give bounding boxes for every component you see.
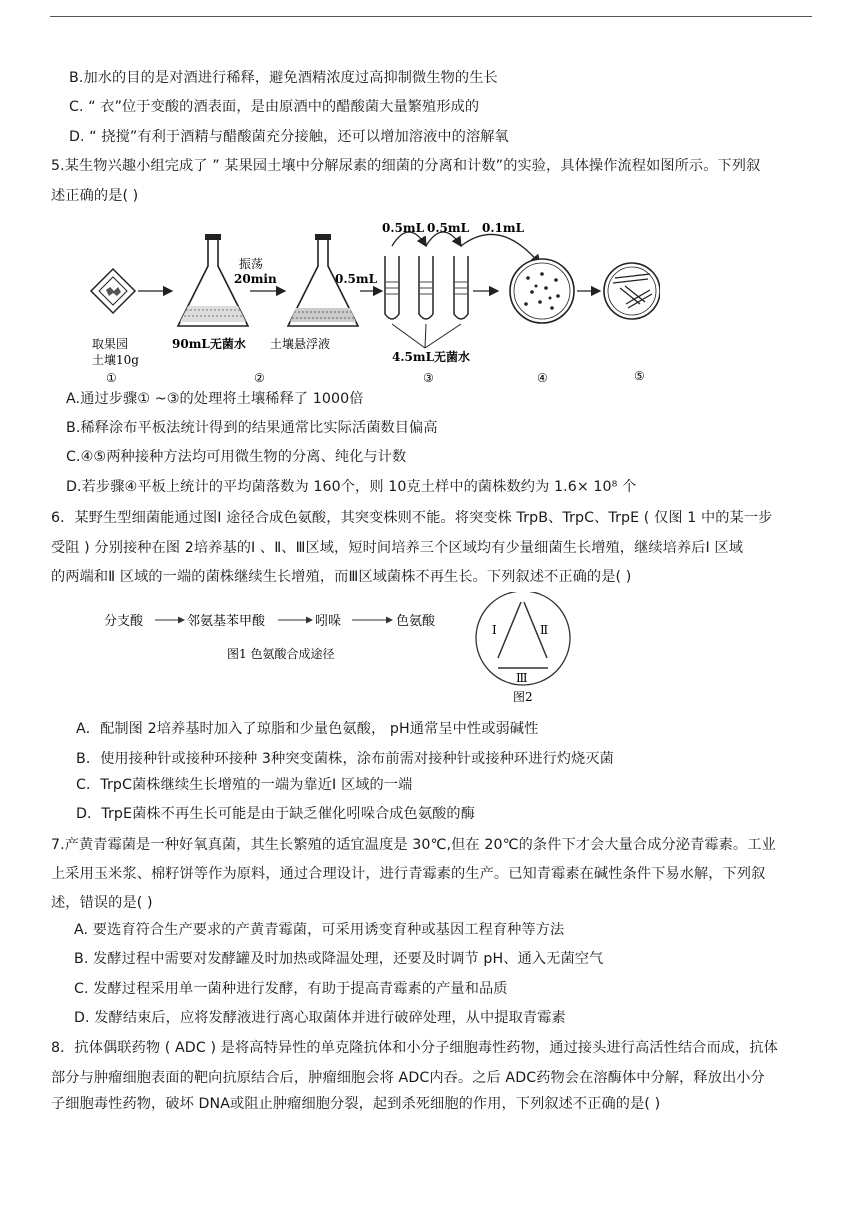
q5-stem-line1: 5.某生物兴趣小组完成了 ” 某果园土壤中分解尿素的细菌的分离和计数”的实验，具体操作流程如图所示。下列叙 [51,158,761,174]
spread-plate-icon [510,259,574,323]
q7-option-b: B. 发酵过程中需要对发酵罐及时加热或降温处理，还要及时调节 pH、通入无菌空气 [74,951,604,967]
zone-2-label: Ⅱ [540,623,549,637]
q8-stem-line1: 8．抗体偶联药物 ( ADC ) 是将高特异性的单克隆抗体和小分子细胞毒性药物，通过接头进行高活性结合而成，抗体 [51,1040,778,1056]
step2-label: 90mL无菌水 [172,337,246,351]
step-number-3: ③ [423,371,434,385]
q5-procedure-figure [80,216,660,386]
pathway-step-3: 吲哚 [315,614,342,629]
q6-stem-line2: 受阻 ) 分别接种在图 2培养基的Ⅰ 、Ⅱ、Ⅲ区域，短时间培养三个区域均有少量细菌生长增殖，继续培养后Ⅰ 区域 [51,540,743,556]
q7-option-a: A. 要选育符合生产要求的产黄青霉菌，可采用诱变育种或基因工程育种等方法 [74,922,565,938]
step-number-4: ④ [537,371,548,385]
step2b-label: 土壤悬浮液 [270,337,331,351]
q5-option-a: A.通过步骤① ~③的处理将土壤稀释了 1000倍 [66,391,364,407]
pathway-step-2: 邻氨基苯甲酸 [187,614,266,629]
step-number-1: ① [106,371,117,385]
step-number-5: ⑤ [634,369,645,383]
q5-option-c: C.④⑤两种接种方法均可用微生物的分离、纯化与计数 [66,449,407,465]
q6-option-a: A．配制图 2培养基时加入了琼脂和少量色氨酸， pH通常呈中性或弱碱性 [76,721,539,737]
step-number-2: ② [254,371,265,385]
fig2-caption: 图2 [513,690,533,704]
zone-3-label: Ⅲ [516,671,528,685]
q4-option-c: C. “ 衣”位于变酸的酒表面，是由原酒中的醋酸菌大量繁殖形成的 [69,99,480,115]
q6-stem-line1: 6．某野生型细菌能通过图Ⅰ 途径合成色氨酸，其突变株则不能。将突变株 TrpB、TrpC、TrpE ( 仅图 1 中的某一步 [51,510,773,526]
streak-plate-icon [604,263,660,319]
header-rule [50,16,812,17]
q6-figures [100,592,580,704]
q4-option-b: B.加水的目的是对酒进行稀释，避免酒精浓度过高抑制微生物的生长 [69,70,498,86]
q7-option-c: C. 发酵过程采用单一菌种进行发酵，有助于提高青霉素的产量和品质 [74,981,508,997]
q6-option-b: B．使用接种针或接种环接种 3种突变菌株，涂布前需对接种针或接种环进行灼烧灭菌 [76,751,614,767]
soil-sample-icon [91,269,135,313]
step1-label-line1: 取果园 [92,337,129,351]
step1-label-line2: 土壤10g [92,353,139,367]
q5-option-b: B.稀释涂布平板法统计得到的结果通常比实际活菌数目偏高 [66,420,438,436]
pathway-step-1: 分支酸 [104,614,144,629]
pathway-step-4: 色氨酸 [396,614,436,629]
transfer-volume-label: 0.5mL [335,272,378,286]
q4-option-d: D. “ 挠搅”有利于酒精与醋酸菌充分接触，还可以增加溶液中的溶解氧 [69,129,509,145]
top-volume-2: 0.5mL [427,221,470,235]
top-volume-1: 0.5mL [382,221,425,235]
shake-time-label: 20min [234,272,277,286]
tubes-label: 4.5mL无菌水 [392,350,471,364]
q8-stem-line3: 子细胞毒性药物，破坏 DNA或阻止肿瘤细胞分裂，起到杀死细胞的作用，下列叙述不正确的是( ) [51,1096,661,1112]
q7-stem-line1: 7.产黄青霉菌是一种好氧真菌，其生长繁殖的适宜温度是 30℃,但在 20℃的条件下才会大量合成分泌青霉素。工业 [51,837,776,853]
q6-stem-line3: 的两端和Ⅱ 区域的一端的菌株继续生长增殖，而Ⅲ区域菌株不再生长。下列叙述不正确的是( ) [51,569,632,585]
q7-option-d: D. 发酵结束后，应将发酵液进行离心取菌体并进行破碎处理，从中提取青霉素 [74,1010,566,1026]
q6-option-c: C．TrpC菌株继续生长增殖的一端为靠近Ⅰ 区域的一端 [76,777,413,793]
zone-1-label: Ⅰ [492,623,497,637]
q8-stem-line2: 部分与肿瘤细胞表面的靶向抗原结合后，肿瘤细胞会将 ADC内吞。之后 ADC药物会在溶酶体中分解，释放出小分 [51,1070,765,1086]
q5-option-d: D.若步骤④平板上统计的平均菌落数为 160个，则 10克土样中的菌株数约为 1.6× 10⁸ 个 [66,479,637,495]
top-volume-3: 0.1mL [482,221,525,235]
fig1-caption: 图1 色氨酸合成途径 [227,647,335,661]
q7-stem-line2: 上采用玉米浆、棉籽饼等作为原料，通过合理设计，进行青霉素的生产。已知青霉素在碱性条件下易水解，下列叙 [51,866,766,882]
q6-option-d: D．TrpE菌株不再生长可能是由于缺乏催化吲哚合成色氨酸的酶 [76,806,475,822]
q5-stem-line2: 述正确的是( ) [51,188,139,204]
q7-stem-line3: 述，错误的是( ) [51,895,153,911]
shake-label: 振荡 [239,257,264,271]
